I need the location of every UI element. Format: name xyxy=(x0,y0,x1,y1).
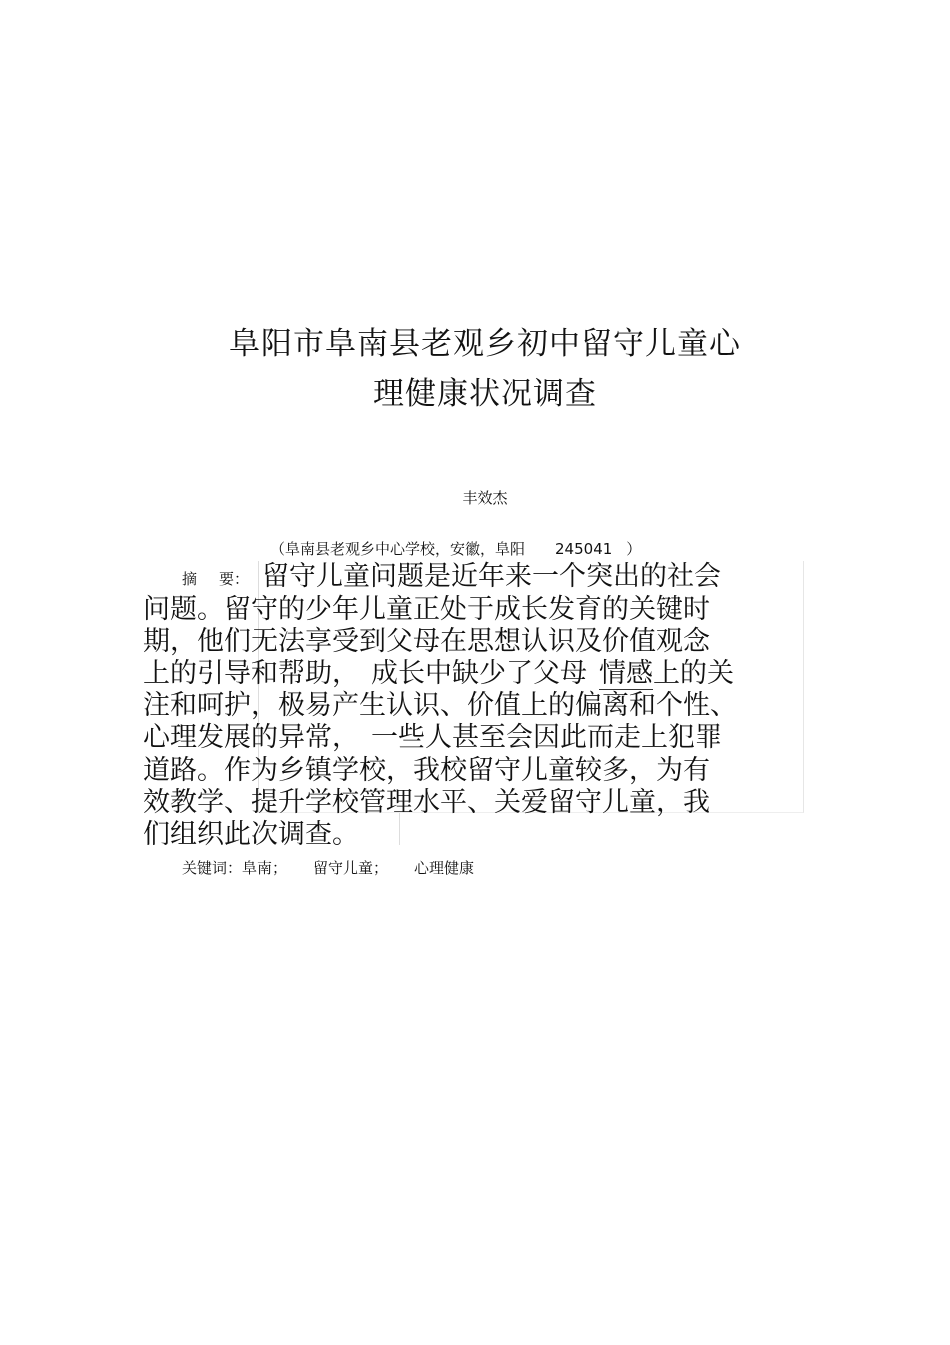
abstract-line: 们组织此次调查。 xyxy=(143,819,359,850)
paper-title-line-1: 阜阳市阜南县老观乡初中留守儿童心 xyxy=(229,326,741,362)
abstract-line-segment: 成长中缺少了父母 xyxy=(371,658,587,689)
keyword-item: 留守儿童； xyxy=(313,859,389,877)
abstract-line-segment: 上的引导和帮助， xyxy=(143,658,359,689)
affiliation-close: ） xyxy=(626,540,642,558)
abstract-line: 期，他们无法享受到父母在思想认识及价值观念 xyxy=(143,626,710,657)
abstract-line: 道路。作为乡镇学校，我校留守儿童较多，为有 xyxy=(143,755,710,786)
abstract-line: 留守儿童问题是近年来一个突出的社会 xyxy=(262,561,721,592)
abstract-line: 效教学、提升学校管理水平、关爱留守儿童，我 xyxy=(143,787,710,818)
keyword-item: 心理健康 xyxy=(414,859,475,877)
abstract-line-segment: 一些人甚至会因此而走上犯罪 xyxy=(371,722,722,753)
keywords-label: 关键词： xyxy=(182,859,243,877)
abstract-line xyxy=(143,659,734,689)
abstract-label xyxy=(182,569,249,589)
abstract-line xyxy=(143,723,722,753)
abstract-line-segment: 上的关 xyxy=(653,658,734,689)
affiliation-postcode: 245041 xyxy=(555,540,613,558)
author-name: 丰效杰 xyxy=(462,489,508,507)
abstract-label-part-1: 摘 xyxy=(182,570,198,588)
keywords-line xyxy=(182,858,474,878)
underlined-term: 情感 xyxy=(599,658,653,689)
abstract-line: 问题。留守的少年儿童正处于成长发育的关键时 xyxy=(143,594,710,625)
keyword-item: 阜南； xyxy=(242,859,288,877)
abstract-line-segment: 心理发展的异常， xyxy=(143,722,359,753)
affiliation-text: （阜南县老观乡中心学校，安徽，阜阳 xyxy=(270,540,526,558)
author-affiliation xyxy=(270,539,641,559)
paper-title-line-2: 理健康状况调查 xyxy=(373,376,597,412)
abstract-label-part-2: 要： xyxy=(219,570,250,588)
abstract-line: 注和呵护，极易产生认识、价值上的偏离和个性、 xyxy=(143,690,737,721)
